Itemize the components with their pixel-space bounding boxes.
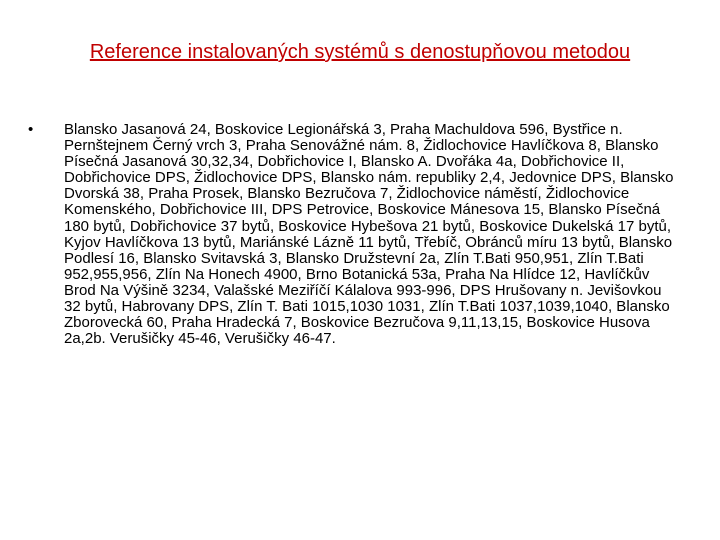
list-item [28,122,678,347]
reference-text: Blansko Jasanová 24, Boskovice Legionářská 3, Praha Machuldova 596, Bystřice n. Pernštejnem Černý vrch 3, Praha Senovážné nám. 8, Židlochovice Havlíčkova 8, Blansko Písečná Jasanová 30,32,34, Dobřichovice I, Blansko A. Dvořáka 4a, Dobřichovice II, Dobřichovice DPS, Židlochovice DPS, Blansko nám. republiky 2,4, Jedovnice DPS, Blansko Dvorská 38, Praha Prosek, Blansko Bezručova 7, Židlochovice náměstí, Židlochovice Komenského, Dobřichovice III, DPS Petrovice, Boskovice Mánesova 15, Blansko Písečná 180 bytů, Dobřichovice 37 bytů, Boskovice Hybešova 21 bytů, Boskovice Dukelská 17 bytů, Kyjov Havlíčkova 13 bytů, Mariánské Lázně 11 bytů, Třebíč, Obránců míru 13 bytů, Blansko Podlesí 16, Blansko Svitavská 3, Blansko Družstevní 2a, Zlín T.Bati 950,951, Zlín T.Bati 952,955,956, Zlín Na Honech 4900, Brno Botanická 53a, Praha Na Hlídce 12, Havlíčkův Brod Na Výšině 3234, Valašské Meziříčí Kálalova 993-996, DPS Hrušovany n. Jevišovkou 32 bytů, Habrovany DPS, Zlín T. Bati 1015,1030 1031, Zlín T.Bati 1037,1039,1040, Blansko Zborovecká 60, Praha Hradecká 7, Boskovice Bezručova 9,11,13,15, Boskovice Husova 2a,2b. Verušičky 45-46, Verušičky 46-47. [64,121,674,348]
slide-title: Reference instalovaných systémů s denostupňovou metodou [89,41,631,63]
bullet-icon: • [28,121,34,138]
reference-list [28,122,678,347]
